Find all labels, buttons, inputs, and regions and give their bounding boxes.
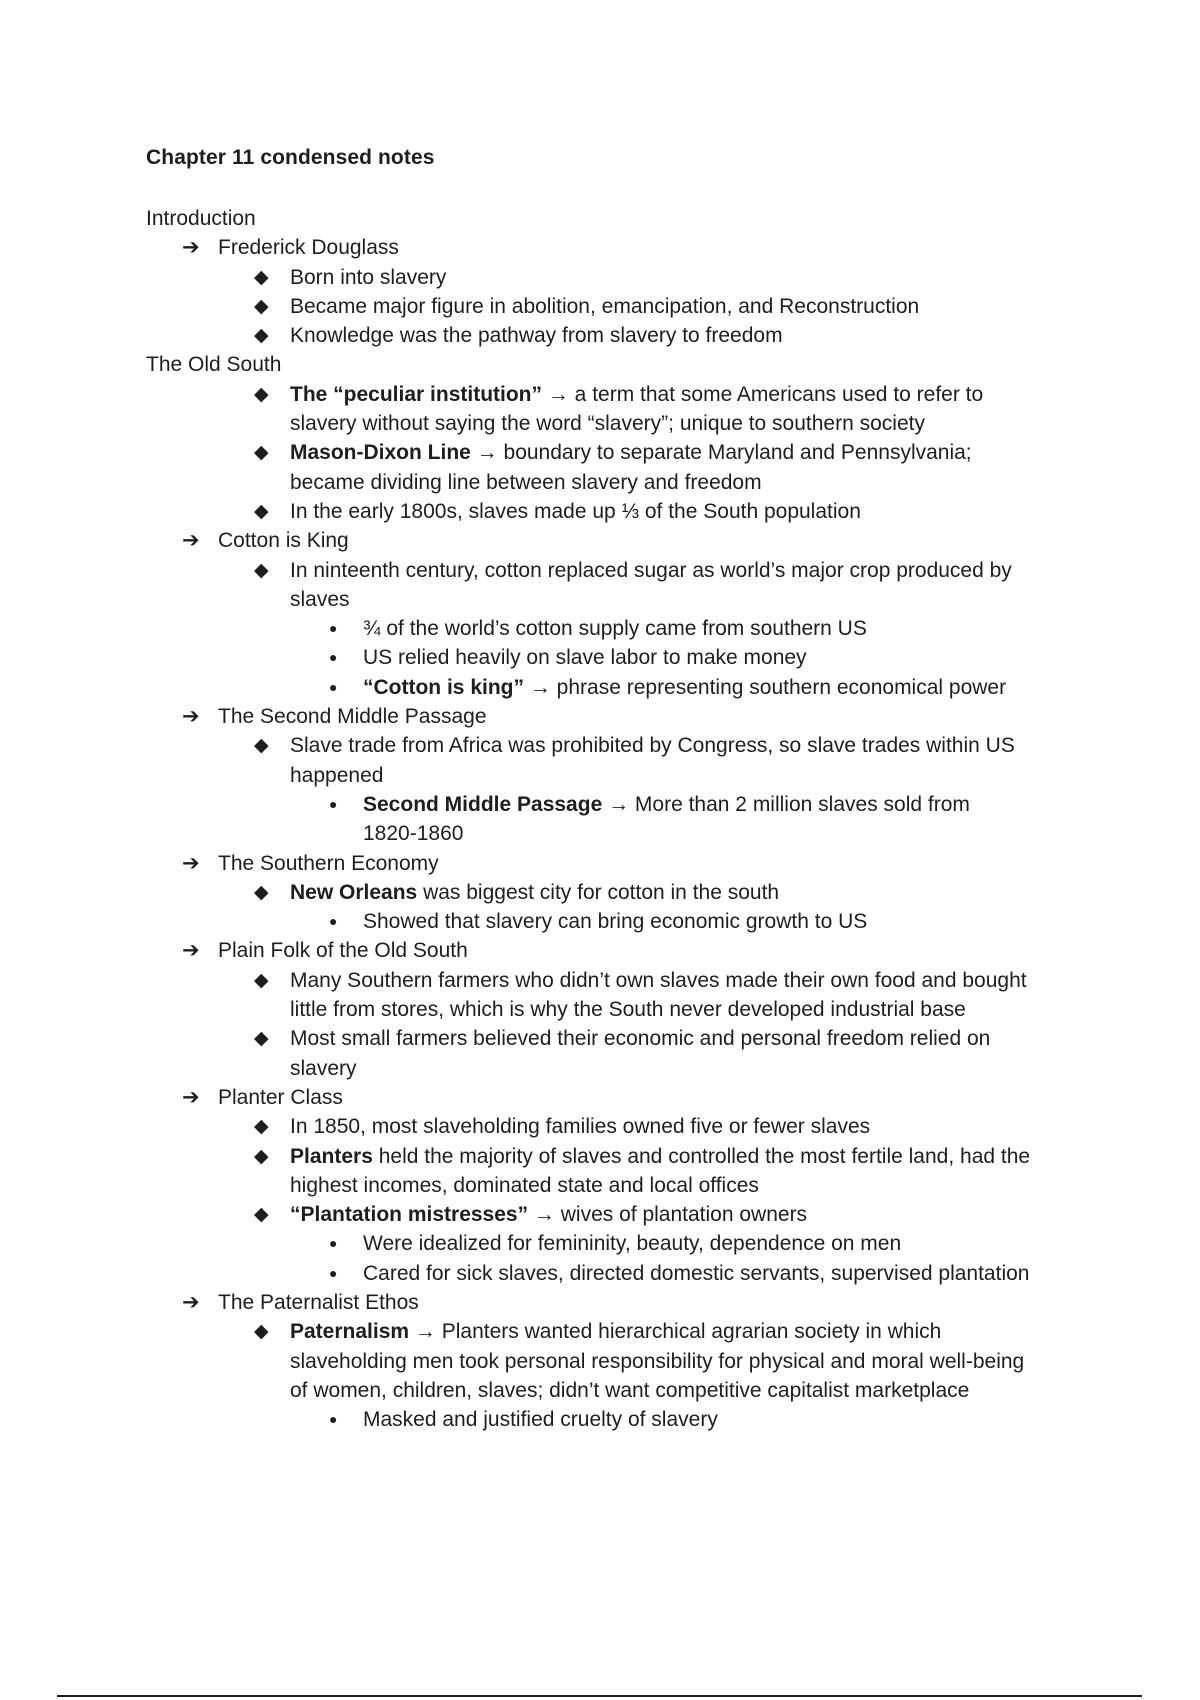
dot-bullet-icon: ●: [329, 913, 338, 930]
diamond-bullet-icon: ◆: [254, 325, 269, 347]
outline-line: [0, 380, 1200, 409]
outline-line: [0, 1347, 1200, 1376]
outline-line: [0, 585, 1200, 614]
outline-line: [0, 1200, 1200, 1229]
line-text: Plain Folk of the Old South: [218, 939, 468, 963]
term-highlight: Second Middle Passage: [363, 792, 603, 816]
diamond-bullet-icon: ◆: [254, 500, 269, 522]
line-text: Were idealized for femininity, beauty, dependence on men: [363, 1232, 902, 1256]
diamond-bullet-icon: ◆: [254, 559, 269, 581]
line-text: Born into slavery: [290, 265, 447, 289]
line-text: Cotton is King: [218, 529, 349, 553]
term-highlight: “Cotton is king”: [363, 675, 524, 699]
dot-bullet-icon: ●: [329, 620, 338, 637]
line-text: highest incomes, dominated state and local offices: [290, 1173, 759, 1197]
line-text: slaveholding men took personal responsibility for physical and moral well-being: [290, 1349, 1025, 1373]
line-text: slavery without saying the word “slavery”; unique to southern society: [290, 412, 925, 436]
diamond-bullet-icon: ◆: [254, 295, 269, 317]
line-text: In 1850, most slaveholding families owned five or fewer slaves: [290, 1115, 871, 1139]
outline-line: [0, 643, 1200, 672]
arrow-bullet-icon: ➔: [182, 236, 200, 260]
diamond-bullet-icon: ◆: [254, 1321, 269, 1343]
outline-line: [0, 673, 1200, 702]
line-text: → phrase representing southern economical power: [524, 675, 1007, 699]
line-text: Frederick Douglass: [218, 236, 399, 260]
line-text: held the majority of slaves and controlled the most fertile land, had the: [372, 1144, 1031, 1168]
outline-line: [0, 556, 1200, 585]
bottom-divider: [57, 1695, 1142, 1697]
arrow-bullet-icon: ➔: [182, 1085, 200, 1109]
outline-line: [0, 1229, 1200, 1258]
line-text: The Southern Economy: [218, 851, 439, 875]
line-text: Introduction: [146, 207, 256, 230]
diamond-bullet-icon: ◆: [254, 1116, 269, 1138]
line-text: → wives of plantation owners: [528, 1203, 808, 1227]
line-text: 1820-1860: [363, 822, 464, 846]
outline-line: [0, 292, 1200, 321]
outline-line: [0, 878, 1200, 907]
dot-bullet-icon: ●: [329, 1411, 338, 1428]
diamond-bullet-icon: ◆: [254, 442, 269, 464]
arrow-bullet-icon: ➔: [182, 705, 200, 729]
dot-bullet-icon: ●: [329, 1264, 338, 1281]
line-text: The Paternalist Ethos: [218, 1290, 419, 1314]
line-text: The Second Middle Passage: [218, 705, 487, 729]
line-text: → boundary to separate Maryland and Pennsylvania;: [470, 441, 972, 465]
line-text: Many Southern farmers who didn’t own slaves made their own food and bought: [290, 968, 1027, 992]
line-text: was biggest city for cotton in the south: [417, 880, 780, 904]
outline-line: [0, 1317, 1200, 1346]
term-highlight: New Orleans: [290, 880, 418, 904]
dot-bullet-icon: ●: [329, 1235, 338, 1252]
outline-line: [0, 263, 1200, 292]
outline-line: [0, 526, 1200, 555]
line-text: Slave trade from Africa was prohibited by Congress, so slave trades within US: [290, 734, 1015, 758]
line-text: Planter Class: [218, 1085, 343, 1109]
outline-line: [0, 966, 1200, 995]
line-text: happened: [290, 763, 384, 787]
term-highlight: The “peculiar institution”: [290, 382, 543, 406]
outline-line: [0, 438, 1200, 467]
outline-line: [0, 1054, 1200, 1083]
line-text: slavery: [290, 1056, 357, 1080]
line-text: In ninteenth century, cotton replaced sugar as world’s major crop produced by: [290, 558, 1012, 582]
outline-line: [0, 1083, 1200, 1112]
outline-line: [0, 731, 1200, 760]
diamond-bullet-icon: ◆: [254, 1145, 269, 1167]
outline-line: [0, 702, 1200, 731]
outline-line: [0, 936, 1200, 965]
line-text: Most small farmers believed their economic and personal freedom relied on: [290, 1027, 991, 1051]
line-text: → More than 2 million slaves sold from: [602, 792, 970, 816]
diamond-bullet-icon: ◆: [254, 735, 269, 757]
outline-line: [0, 497, 1200, 526]
outline-line: [0, 1142, 1200, 1171]
outline-line: [0, 761, 1200, 790]
outline-line: [0, 468, 1200, 497]
line-text: ¾ of the world’s cotton supply came from southern US: [363, 617, 867, 641]
outline-line: [0, 849, 1200, 878]
line-text: became dividing line between slavery and freedom: [290, 470, 762, 494]
outline-line: [0, 1259, 1200, 1288]
page-title: Chapter 11 condensed notes: [146, 146, 435, 169]
outline-line: [0, 204, 1200, 233]
outline-line: [0, 1171, 1200, 1200]
line-text: US relied heavily on slave labor to make money: [363, 646, 807, 670]
outline-line: [0, 233, 1200, 262]
arrow-bullet-icon: ➔: [182, 851, 200, 875]
outline-line: [0, 321, 1200, 350]
line-text: Showed that slavery can bring economic growth to US: [363, 910, 868, 934]
diamond-bullet-icon: ◆: [254, 1204, 269, 1226]
outline-line: [0, 1024, 1200, 1053]
outline-line: [0, 1288, 1200, 1317]
diamond-bullet-icon: ◆: [254, 266, 269, 288]
term-highlight: “Plantation mistresses”: [290, 1203, 529, 1227]
outline-line: [0, 819, 1200, 848]
outline-line: [0, 614, 1200, 643]
line-text: → a term that some Americans used to refer to: [542, 382, 984, 406]
line-text: → Planters wanted hierarchical agrarian society in which: [409, 1320, 942, 1344]
outline-line: [0, 1112, 1200, 1141]
diamond-bullet-icon: ◆: [254, 881, 269, 903]
outline-line: [0, 1405, 1200, 1434]
line-text: The Old South: [146, 353, 282, 377]
diamond-bullet-icon: ◆: [254, 969, 269, 991]
line-text: slaves: [290, 587, 350, 611]
outline-line: [0, 907, 1200, 936]
line-text: Became major figure in abolition, emancipation, and Reconstruction: [290, 294, 920, 318]
arrow-bullet-icon: ➔: [182, 529, 200, 553]
diamond-bullet-icon: ◆: [254, 1028, 269, 1050]
outline-line: [0, 350, 1200, 379]
diamond-bullet-icon: ◆: [254, 383, 269, 405]
line-text: Knowledge was the pathway from slavery to freedom: [290, 324, 783, 348]
arrow-bullet-icon: ➔: [182, 1290, 200, 1314]
line-text: Masked and justified cruelty of slavery: [363, 1408, 718, 1432]
outline-line: [0, 409, 1200, 438]
term-highlight: Planters: [290, 1144, 373, 1168]
outline-line: [0, 1376, 1200, 1405]
outline-line: [0, 995, 1200, 1024]
notes-outline: [0, 204, 1200, 1434]
arrow-bullet-icon: ➔: [182, 939, 200, 963]
line-text: Cared for sick slaves, directed domestic servants, supervised plantation: [363, 1261, 1030, 1285]
dot-bullet-icon: ●: [329, 649, 338, 666]
term-highlight: Mason-Dixon Line: [290, 441, 471, 465]
dot-bullet-icon: ●: [329, 795, 338, 812]
line-text: of women, children, slaves; didn’t want competitive capitalist marketplace: [290, 1378, 970, 1402]
dot-bullet-icon: ●: [329, 678, 338, 695]
line-text: little from stores, which is why the South never developed industrial base: [290, 998, 966, 1022]
term-highlight: Paternalism: [290, 1320, 410, 1344]
outline-line: [0, 790, 1200, 819]
line-text: In the early 1800s, slaves made up ⅓ of the South population: [290, 499, 861, 523]
